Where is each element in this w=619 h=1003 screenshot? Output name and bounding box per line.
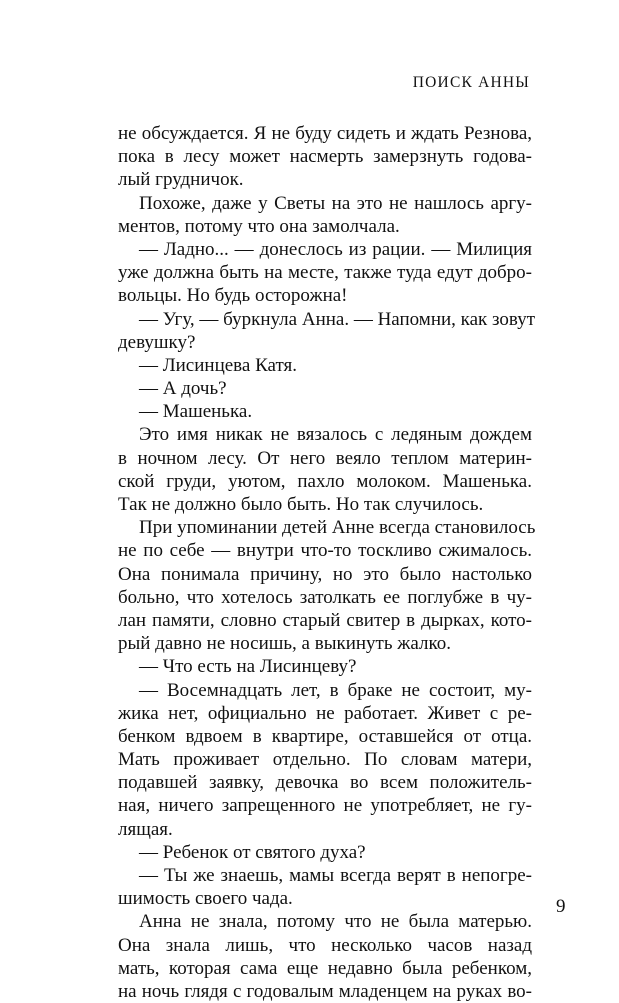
text-line: ментов, потому что она замолчала. [118, 215, 400, 237]
text-line: — Восемнадцать лет, в браке не состоит, му- [139, 679, 532, 701]
text-line: в ночном лесу. От него веяло теплом материн- [118, 447, 532, 469]
text-line: Анна не знала, потому что не была матерью. [139, 911, 532, 933]
text-line: уже должна быть на месте, также туда едут добро- [118, 262, 532, 284]
text-line: Она понимала причину, но это было настолько [118, 563, 532, 585]
text-line: — Ладно... — донеслось из рации. — Милиция [139, 238, 532, 260]
text-line: лящая. [118, 818, 173, 840]
text-line: При упоминании детей Анне всегда становилось [139, 517, 536, 539]
text-line: Она знала лишь, что несколько часов назад [118, 934, 532, 956]
text-line: лый грудничок. [118, 169, 244, 191]
running-head: ПОИСК АННЫ [412, 74, 530, 91]
text-line: лан памяти, словно старый свитер в дырках, кото- [118, 609, 532, 631]
text-line: — Ты же знаешь, мамы всегда верят в непогре- [139, 865, 532, 886]
text-line: не по себе — внутри что-то тоскливо сжималось. [118, 540, 532, 562]
text-line: на ночь глядя с годовалым младенцем на руках во- [118, 980, 532, 1002]
text-line: шимость своего чада. [118, 888, 293, 910]
text-line: — А дочь? [139, 378, 227, 400]
text-line: — Машенька. [139, 401, 253, 423]
text-line: — Что есть на Лисинцеву? [139, 656, 357, 678]
text-line: пока в лесу может насмерть замерзнуть годова- [118, 146, 532, 168]
text-line: подавшей заявку, девочка во всем положитель- [118, 772, 532, 794]
text-line: мать, которая сама еще недавно была ребенком, [118, 957, 532, 979]
text-line: жика нет, официально не работает. Живет с ре- [118, 702, 532, 724]
body-text [118, 122, 536, 1003]
text-line: бенком вдвоем в квартире, оставшейся от отца. [118, 725, 532, 747]
text-line: Мать проживает отдельно. По словам матери, [118, 749, 532, 771]
text-line: — Лисинцева Катя. [139, 354, 297, 376]
text-line: рый давно не носишь, а выкинуть жалко. [118, 633, 451, 655]
text-line: — Ребенок от святого духа? [139, 841, 366, 863]
text-line: ная, ничего запрещенного не употребляет, не гу- [118, 795, 532, 817]
text-line: девушку? [118, 331, 196, 353]
text-line: — Угу, — буркнула Анна. — Напомни, как зовут [139, 308, 536, 330]
page-number: 9 [556, 896, 566, 917]
text-line: не обсуждается. Я не буду сидеть и ждать Резнова, [118, 123, 532, 144]
text-line: больно, что хотелось затолкать ее поглубже в чу- [118, 586, 532, 608]
text-line: Так не должно было быть. Но так случилось. [118, 494, 484, 515]
text-line: вольцы. Но будь осторожна! [118, 285, 348, 307]
text-line: Это имя никак не вязалось с ледяным дождем [139, 424, 532, 446]
text-line: ской груди, уютом, пахло молоком. Машенька. [118, 470, 532, 492]
text-line: Похоже, даже у Светы на это не нашлось аргу- [139, 192, 532, 214]
